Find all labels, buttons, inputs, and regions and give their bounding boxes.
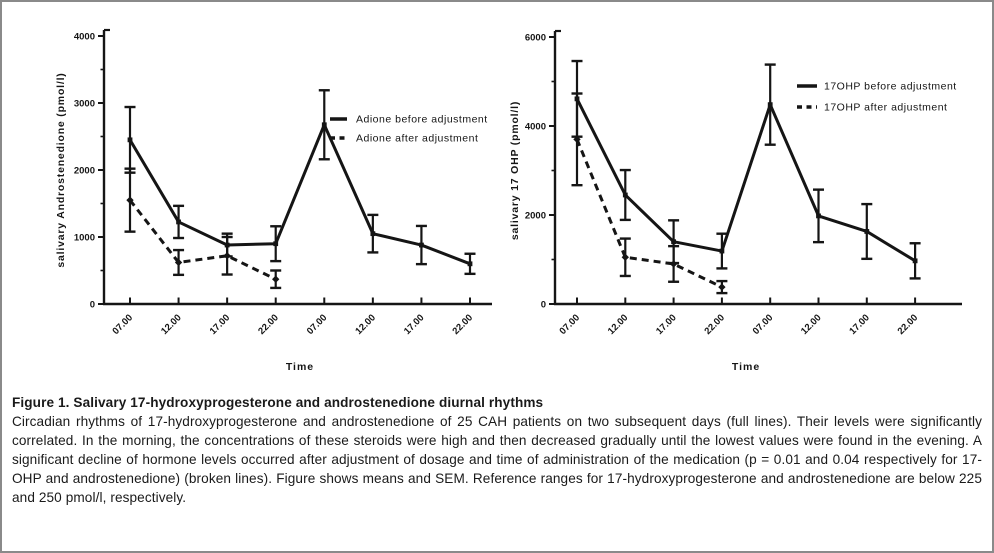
x-tick-label: 12.00 (159, 312, 184, 337)
y-tick-label: 2000 (73, 165, 95, 177)
legend-entry (330, 114, 488, 126)
x-tick-label: 07.00 (557, 312, 583, 337)
y-tick-label: 6000 (524, 32, 546, 44)
x-tick-label: 22.00 (895, 312, 921, 337)
y-tick-label: 0 (89, 299, 95, 311)
x-tick-label: 12.00 (353, 312, 378, 337)
x-tick-label: 22.00 (702, 312, 728, 337)
y-tick-label: 0 (540, 299, 546, 311)
legend-label: 17OHP before adjustment (824, 80, 957, 93)
y-axis-title: salivary Androstenedione (pmol/l) (55, 72, 67, 268)
x-tick-label: 22.00 (256, 312, 281, 337)
x-tick-label: 07.00 (110, 312, 136, 337)
17ohp-chart (497, 2, 992, 392)
y-tick-label: 2000 (524, 210, 546, 222)
legend-label: Adione after adjustment (356, 132, 479, 145)
legend-entry (330, 133, 478, 145)
caption-title: Figure 1. Salivary 17-hydroxyprogesterone and androstenedione diurnal rhythms (12, 395, 544, 410)
x-tick-label: 22.00 (450, 312, 476, 337)
x-axis-title: Time (285, 361, 315, 373)
x-axis-title: Time (731, 361, 761, 373)
androstenedione-chart (2, 2, 497, 392)
x-tick-label: 17.00 (654, 312, 679, 337)
legend-label: 17OHP after adjustment (824, 101, 948, 114)
chart-svg-17ohp (497, 2, 992, 392)
charts-row (2, 2, 992, 392)
x-tick-label: 17.00 (207, 312, 233, 337)
x-tick-label: 12.00 (605, 312, 631, 337)
chart-svg-androstenedione (2, 2, 497, 392)
legend-entry (797, 81, 957, 93)
x-tick-label: 12.00 (799, 312, 824, 337)
legend-label: Adione before adjustment (356, 113, 488, 126)
series-solid (572, 61, 921, 278)
x-tick-label: 17.00 (847, 312, 872, 337)
series-dashed (125, 169, 282, 288)
legend-entry (797, 102, 947, 114)
x-tick-label: 17.00 (401, 312, 427, 337)
y-tick-label: 4000 (524, 121, 546, 133)
x-tick-label: 07.00 (304, 312, 330, 337)
caption-body: Circadian rhythms of 17-hydroxyprogesterone and androstenedione of 25 CAH patients on two subsequent days (full lines). Their levels were significantly correlated. In the morning, the concentrations of these steroids were high and then decreased gradually until the lowest values were found in the evening. A significant decline of hormone levels occurred after adjustment of dosage and time of administration of the medication (p = 0.01 and 0.04 respectively for 17-OHP and androstenedione) (broken lines). Figure shows means and SEM. Reference ranges for 17-hydroxyprogesterone and androstenedione are below 225 and 250 pmol/l, respectively. (12, 414, 982, 506)
figure-caption (2, 392, 992, 508)
axes (74, 30, 492, 337)
y-tick-label: 1000 (73, 232, 95, 244)
y-tick-label: 3000 (73, 98, 95, 110)
y-axis-title: salivary 17 OHP (pmol/l) (509, 100, 521, 241)
y-tick-label: 4000 (73, 31, 95, 43)
x-tick-label: 07.00 (750, 312, 776, 337)
series-dashed (572, 94, 728, 294)
